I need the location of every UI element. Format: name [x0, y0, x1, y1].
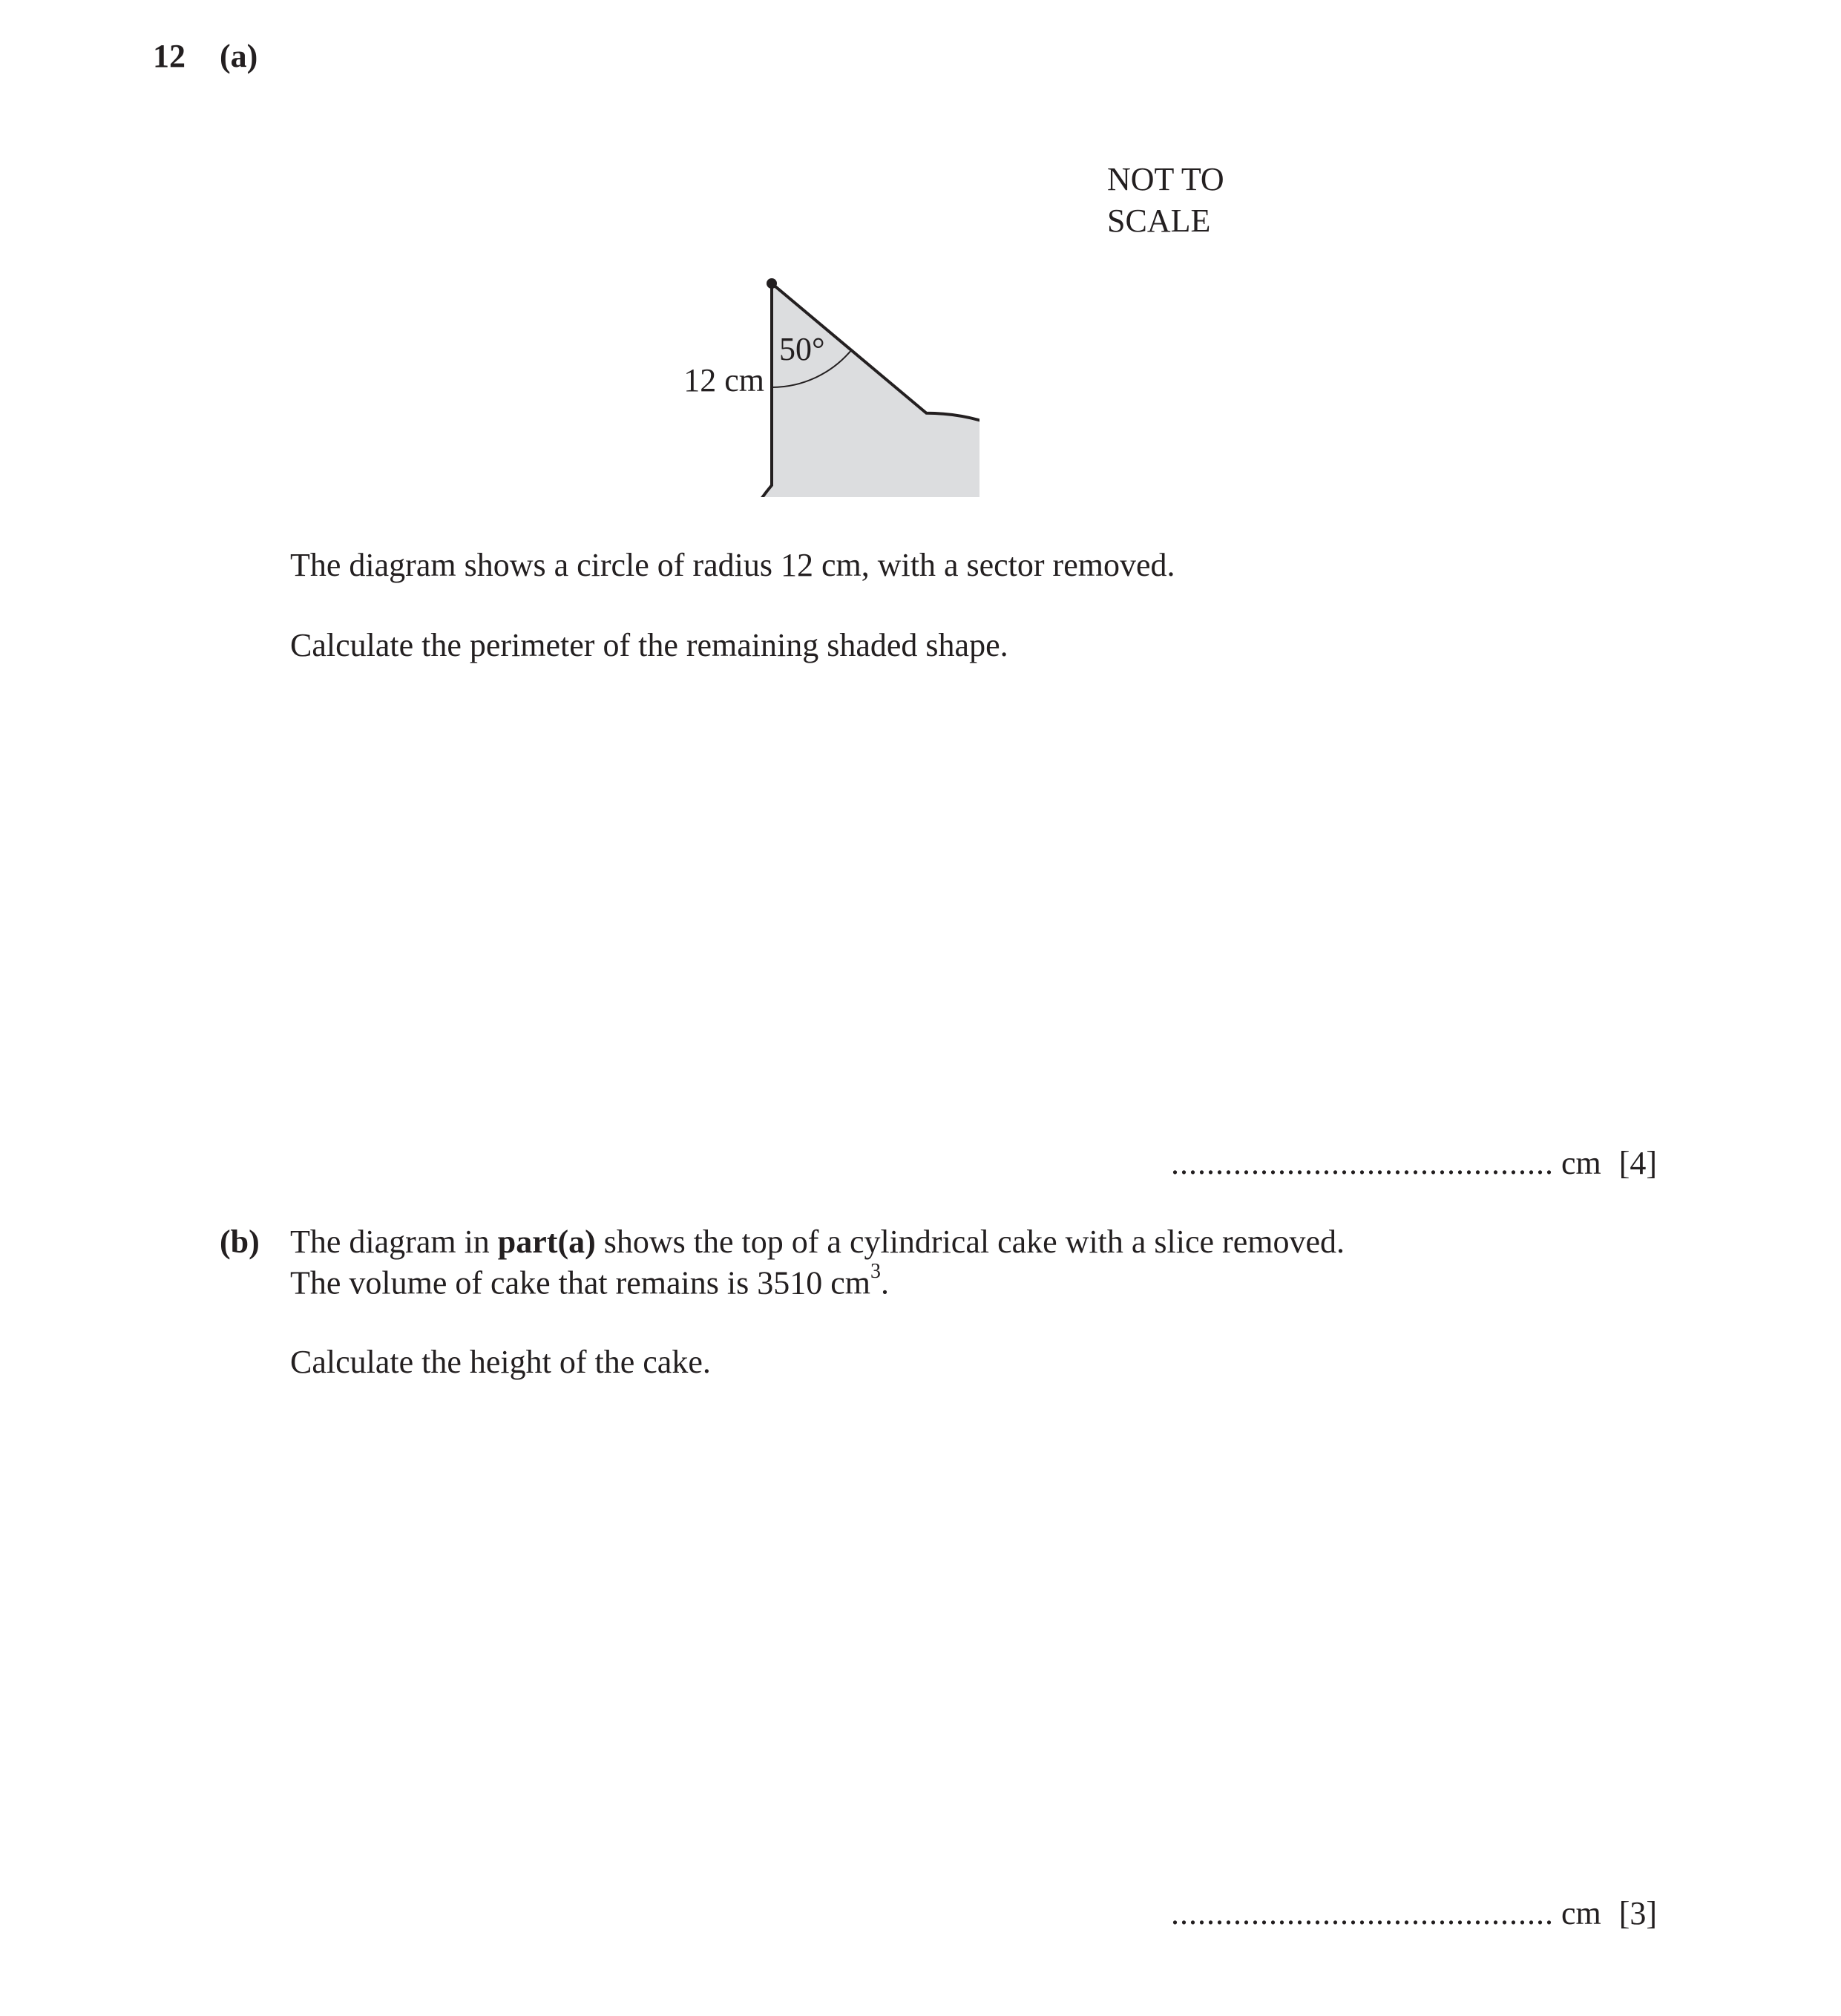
part-b-line2-post: .	[881, 1264, 889, 1301]
part-a-label: (a)	[220, 38, 258, 74]
answer-marks: [4]	[1618, 1145, 1658, 1181]
part-b-statement-2	[290, 1260, 889, 1301]
centre-point	[767, 278, 777, 289]
answer-dots[interactable]: ...........................................	[1171, 1895, 1554, 1931]
not-to-scale-note	[1107, 159, 1224, 242]
part-a-description: The diagram shows a circle of radius 12 cm, with a sector removed.	[290, 547, 1175, 583]
answer-dots[interactable]: ...........................................	[1171, 1145, 1554, 1181]
part-b-instruction: Calculate the height of the cake.	[290, 1344, 711, 1380]
answer-unit: cm	[1561, 1145, 1601, 1181]
note-line-1: NOT TO	[1107, 161, 1224, 197]
part-b-line2-sup: 3	[870, 1260, 881, 1283]
part-b-line2-pre: The volume of cake that remains is 3510 cm	[290, 1264, 870, 1301]
part-b-line1-pre: The diagram in	[290, 1224, 498, 1260]
note-line-2: SCALE	[1107, 203, 1211, 239]
part-b-line1-post: shows the top of a cylindrical cake with a slice removed.	[595, 1224, 1345, 1260]
part-b-statement-1	[290, 1226, 1345, 1258]
part-a-instruction: Calculate the perimeter of the remaining shaded shape.	[290, 627, 1008, 663]
radius-label: 12 cm	[683, 362, 764, 398]
angle-label: 50°	[779, 331, 825, 367]
part-b-label: (b)	[220, 1224, 260, 1260]
part-a-answer-line[interactable]	[1171, 1147, 1657, 1180]
part-b-answer-line[interactable]	[1171, 1897, 1657, 1930]
sector-diagram	[564, 74, 979, 497]
answer-marks: [3]	[1618, 1895, 1658, 1931]
answer-unit: cm	[1561, 1895, 1601, 1931]
question-number: 12	[153, 38, 186, 74]
part-b-line1-bold: part(a)	[497, 1224, 596, 1260]
